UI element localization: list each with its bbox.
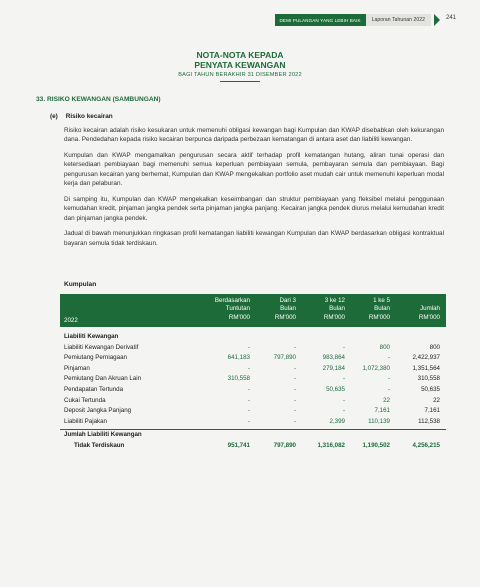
row-label: Pemiutang Dan Akruan Lain (64, 375, 142, 383)
cell-value: - (293, 396, 296, 404)
cell-value: - (293, 385, 296, 393)
subsection-label: (e) (50, 113, 58, 120)
table-year: 2022 (64, 317, 78, 324)
paragraph: Di samping itu, Kumpulan dan KWAP mengekalkan keseimbangan dan struktur pembiayaan yang fleksibel melalui penggunaan kemudahan kredit, pinjaman jangka pendek serta pinjaman jangka panjang. Kecairan jangka pendek diurus melalui kemudahan kredit dan pinjaman jangka pendek. (64, 195, 444, 222)
page-title-line1: NOTA-NOTA KEPADA (196, 50, 284, 60)
cell-value: 310,558 (417, 375, 440, 383)
cell-value: - (293, 407, 296, 415)
table-header (60, 294, 446, 327)
cell-value: 279,184 (322, 364, 345, 372)
paragraph: Risiko kecairan adalah risiko kesukaran untuk memenuhi obligasi kewangan bagi Kumpulan dan KWAP disebabkan oleh kekurangan dana. Pendedahan kepada risiko kecairan berpunca daripada perbezaan kematangan di antara aset dan liabiliti kewangan. (64, 127, 444, 144)
cell-value: 2,399 (329, 417, 345, 425)
total-value: 1,316,082 (317, 441, 345, 449)
table-section-label: Liabiliti Kewangan (64, 333, 119, 340)
table-rows (60, 343, 446, 428)
cell-value: - (387, 354, 390, 362)
cell-value: - (247, 364, 250, 372)
row-label: Pinjaman (64, 364, 90, 372)
table-row (60, 374, 446, 385)
cell-value: 1,351,564 (412, 364, 440, 372)
cell-value: - (387, 385, 390, 393)
cell-value: 310,558 (227, 375, 250, 383)
cell-value: - (247, 343, 250, 351)
table-row (60, 385, 446, 396)
total-label: Tidak Terdiskaun (74, 441, 125, 449)
cell-value: 800 (429, 343, 440, 351)
row-label: Pemiutang Perniagaan (64, 354, 127, 362)
header-slogan: DEMI PULANGAN YANG LEBIH BAIK (275, 14, 366, 26)
page-header (0, 0, 480, 36)
cell-value: - (293, 343, 296, 351)
column-header-unit: RM'000 (274, 313, 296, 321)
row-label: Deposit Jangka Panjang (64, 407, 132, 415)
column-header-line: Bulan (329, 305, 345, 313)
table-group-label: Kumpulan (64, 281, 97, 288)
column-header (369, 297, 390, 322)
title-divider (220, 81, 260, 82)
column-header (275, 297, 296, 322)
maturity-table (60, 294, 446, 452)
column-header-unit: RM'000 (323, 313, 345, 321)
subsection-heading (50, 113, 113, 120)
header-report-title: Laporan Tahunan 2022 (366, 14, 431, 26)
column-header-line: Bulan (374, 305, 390, 313)
section-title: RISIKO KEWANGAN (SAMBUNGAN) (47, 96, 161, 103)
cell-value: - (342, 343, 345, 351)
table-body (60, 327, 446, 452)
cell-value: - (247, 417, 250, 425)
column-header-line: Tuntutan (225, 305, 250, 313)
column-header-line: 1 ke 5 (373, 297, 390, 304)
table-total-row (60, 441, 446, 452)
table-row (60, 353, 446, 364)
cell-value: - (293, 417, 296, 425)
cell-value: 983,864 (322, 354, 345, 362)
column-header-line: Bulan (280, 305, 296, 313)
table-section-row (60, 332, 446, 343)
cell-value: - (293, 364, 296, 372)
column-header-line: Jumlah (420, 305, 440, 313)
total-value: 1,190,502 (362, 441, 390, 449)
column-header-unit: RM'000 (368, 313, 390, 321)
cell-value: 1,072,380 (362, 364, 390, 372)
total-value: 4,256,215 (412, 441, 440, 449)
page-title-block (0, 50, 480, 82)
cell-value: 110,139 (368, 417, 390, 425)
cell-value: - (247, 396, 250, 404)
column-header (324, 297, 345, 322)
table-row (60, 417, 446, 428)
table-row (60, 343, 446, 354)
column-header-line: Berdasarkan (214, 297, 250, 304)
body-text (64, 126, 444, 255)
row-label: Cukai Tertunda (64, 396, 106, 404)
column-header-line: 3 ke 12 (324, 297, 345, 304)
row-label: Liabiliti Pajakan (64, 417, 107, 425)
row-label: Liabiliti Kewangan Derivatif (64, 343, 139, 351)
cell-value: 2,422,937 (412, 354, 440, 362)
cell-value: 50,635 (421, 385, 440, 393)
cell-value: - (387, 375, 390, 383)
cell-value: 800 (379, 343, 390, 351)
paragraph: Jadual di bawah menunjukkan ringkasan profil kematangan liabiliti kewangan Kumpulan dan KWAP berdasarkan obligasi kontraktual bayaran semula tidak terdiskaun. (64, 230, 444, 247)
cell-value: - (342, 375, 345, 383)
cell-value: - (342, 407, 345, 415)
section-number: 33. (36, 96, 46, 103)
subsection-title: Risiko kecairan (65, 113, 113, 120)
row-label: Pendapatan Tertunda (64, 385, 124, 393)
table-row (60, 396, 446, 407)
cell-value: - (293, 375, 296, 383)
cell-value: 22 (383, 396, 390, 404)
table-total-row (60, 430, 446, 441)
table-row (60, 364, 446, 375)
chevron-right-icon (434, 14, 440, 26)
header-pill (275, 14, 440, 26)
page-subtitle: BAGI TAHUN BERAKHIR 31 DISEMBER 2022 (178, 72, 302, 78)
column-header-line: Dari 3 (279, 297, 296, 304)
cell-value: 50,635 (326, 385, 345, 393)
paragraph: Kumpulan dan KWAP mengamalkan pengurusan secara aktif terhadap profil kematangan hutang, aliran tunai operasi dan ketersediaan pembiayaan bagi memenuhi semua keperluan pembiayaan semula, pembayaran semula dan pembiayaan. Bagi pengurusan kecairan yang berhemat, Kumpulan dan KWAP mengekalkan portfolio aset mudah cair untuk memenuhi keperluan modal kerja dan pelaburan. (64, 152, 444, 188)
column-header-line (419, 297, 440, 305)
column-header-unit: RM'000 (418, 313, 440, 321)
page-title-line2: PENYATA KEWANGAN (194, 60, 286, 70)
column-header (419, 297, 440, 322)
cell-value: 641,183 (227, 354, 250, 362)
cell-value: 7,161 (374, 407, 390, 415)
column-header-unit: RM'000 (228, 313, 250, 321)
total-value: 797,890 (273, 441, 296, 449)
cell-value: 112,538 (418, 417, 440, 425)
table-row (60, 406, 446, 417)
cell-value: 797,890 (273, 354, 296, 362)
total-label: Jumlah Liabiliti Kewangan (64, 431, 142, 439)
cell-value: - (342, 396, 345, 404)
section-heading (36, 96, 161, 103)
page-number: 241 (445, 15, 456, 21)
column-header (215, 297, 250, 322)
cell-value: 22 (433, 396, 440, 404)
cell-value: - (247, 385, 250, 393)
cell-value: - (247, 407, 250, 415)
cell-value: 7,161 (424, 407, 440, 415)
total-value: 951,741 (227, 441, 250, 449)
